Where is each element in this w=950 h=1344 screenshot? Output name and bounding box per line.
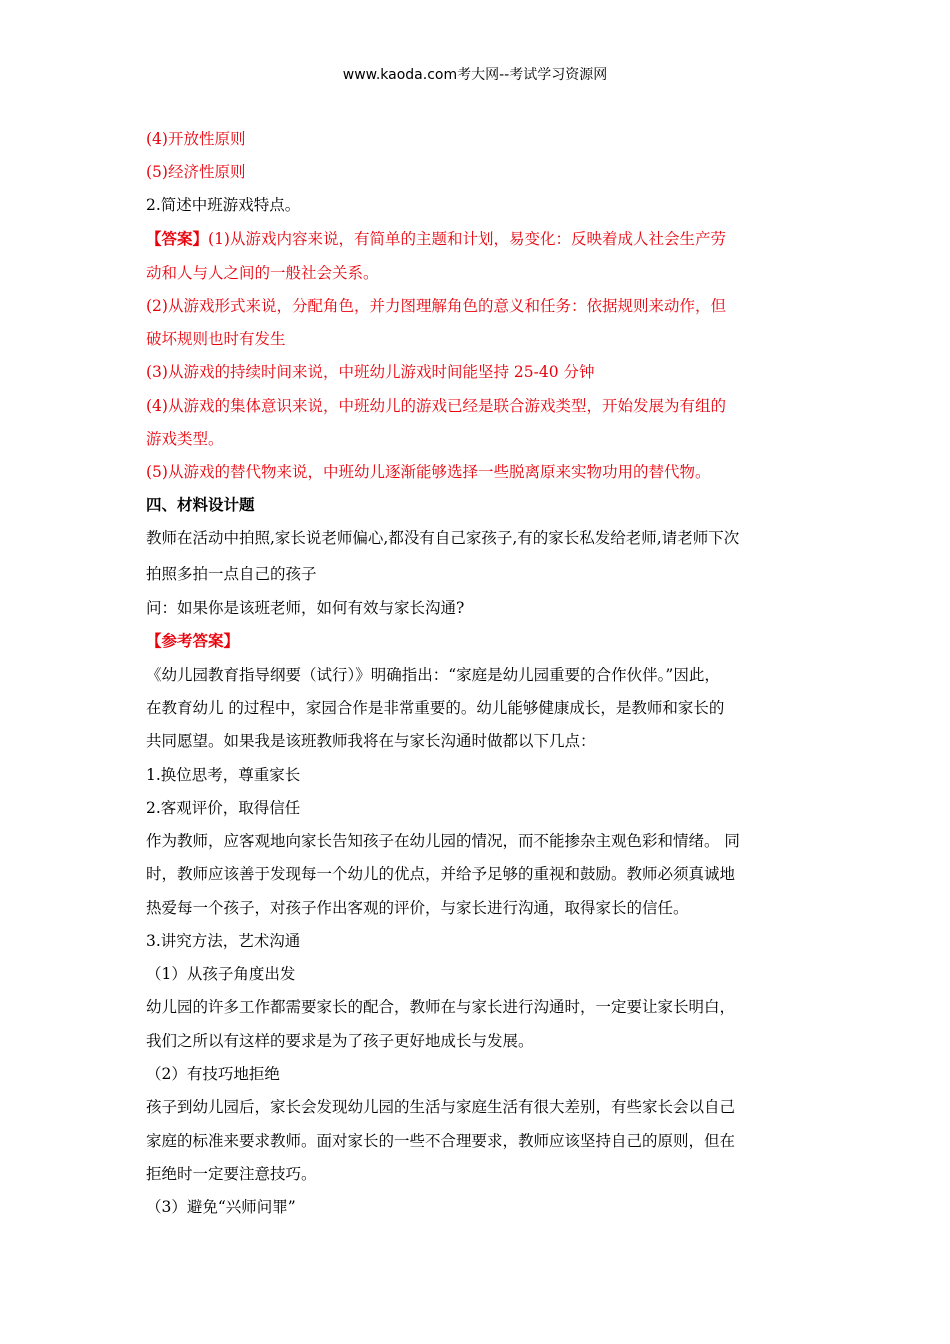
- line-text: 家庭的标准来要求教师。面对家长的一些不合理要求，教师应该坚持自己的原则，但在: [146, 1132, 736, 1150]
- line-text: 拒绝时一定要注意技巧。: [146, 1165, 317, 1183]
- text-line: [146, 797, 300, 819]
- line-text: (4)开放性原则: [146, 130, 246, 148]
- text-line: [146, 764, 300, 786]
- line-text: (3)从游戏的持续时间来说，中班幼儿游戏时间能坚持 25-40 分钟: [146, 363, 595, 381]
- text-line: [146, 228, 726, 250]
- line-text: 游戏类型。: [146, 430, 224, 448]
- page-header: www.kaoda.com考大网--考试学习资源网: [342, 67, 608, 83]
- line-text: 幼儿园的许多工作都需要家长的配合，教师在与家长进行沟通时，一定要让家长明白，: [146, 998, 736, 1016]
- line-text: 问：如果你是该班老师，如何有效与家长沟通?: [146, 599, 465, 617]
- text-line: [146, 262, 379, 284]
- text-line: [146, 830, 740, 852]
- text-line: [146, 361, 595, 383]
- line-text: 《幼儿园教育指导纲要（试行）》明确指出：“家庭是幼儿园重要的合作伙伴。”因此，: [146, 666, 720, 684]
- line-text: 热爱每一个孩子，对孩子作出客观的评价，与家长进行沟通，取得家长的信任。: [146, 899, 689, 917]
- line-text: (5)从游戏的替代物来说，中班幼儿逐渐能够选择一些脱离原来实物功用的替代物。: [146, 463, 711, 481]
- line-text: 2.简述中班游戏特点。: [146, 196, 301, 214]
- line-text: 拍照多拍一点自己的孩子: [146, 565, 317, 583]
- text-line: [146, 295, 726, 317]
- text-line: [146, 563, 317, 585]
- text-line: [146, 395, 726, 417]
- line-text: 动和人与人之间的一般社会关系。: [146, 264, 379, 282]
- line-text: 2.客观评价，取得信任: [146, 799, 301, 817]
- line-text: 共同愿望。如果我是该班教师我将在与家长沟通时做都以下几点：: [146, 732, 596, 750]
- line-text: (1)从游戏内容来说，有简单的主题和计划，易变化：反映着成人社会生产劳: [208, 230, 726, 248]
- text-line: [146, 664, 720, 686]
- text-line: [146, 527, 739, 549]
- text-line: [146, 996, 735, 1018]
- line-text: 在教育幼儿 的过程中，家园合作是非常重要的。幼儿能够健康成长，是教师和家长的: [146, 699, 725, 717]
- line-text: 破坏规则也时有发生: [146, 330, 286, 348]
- text-line: [146, 1130, 735, 1152]
- line-text: 1.换位思考，尊重家长: [146, 766, 301, 784]
- text-line: [146, 897, 689, 919]
- text-line: [146, 697, 724, 719]
- text-line: [146, 161, 245, 183]
- line-text: （2）有技巧地拒绝: [146, 1065, 280, 1083]
- text-line: [146, 1030, 534, 1052]
- text-line: [146, 494, 255, 516]
- text-line: [146, 428, 224, 450]
- text-line: [146, 963, 295, 985]
- text-line: [146, 863, 735, 885]
- line-text: 四、材料设计题: [146, 495, 255, 514]
- line-text: 教师在活动中拍照,家长说老师偏心,都没有自己家孩子,有的家长私发给老师,请老师下次: [146, 529, 740, 547]
- text-line: [146, 597, 464, 619]
- line-text: (2)从游戏形式来说，分配角色，并力图理解角色的意义和任务：依据规则来动作，但: [146, 297, 726, 315]
- text-line: [146, 1063, 280, 1085]
- line-text: 我们之所以有这样的要求是为了孩子更好地成长与发展。: [146, 1032, 534, 1050]
- text-line: [146, 930, 300, 952]
- line-text: 时，教师应该善于发现每一个幼儿的优点，并给予足够的重视和鼓励。教师必须真诚地: [146, 865, 736, 883]
- text-line: [146, 1163, 317, 1185]
- text-line: [146, 128, 245, 150]
- line-text: (4)从游戏的集体意识来说，中班幼儿的游戏已经是联合游戏类型，开始发展为有组的: [146, 397, 726, 415]
- text-line: [146, 1196, 296, 1218]
- line-text: （1）从孩子角度出发: [146, 965, 296, 983]
- line-text: (5)经济性原则: [146, 163, 246, 181]
- answer-label: 【答案】: [146, 229, 209, 248]
- text-line: [146, 194, 300, 216]
- text-line: [146, 461, 710, 483]
- text-line: [146, 1096, 735, 1118]
- line-text: 作为教师，应客观地向家长告知孩子在幼儿园的情况，而不能掺杂主观色彩和情绪。 同: [146, 832, 740, 850]
- line-text: 【参考答案】: [146, 631, 240, 650]
- text-line: [146, 328, 286, 350]
- line-text: 3.讲究方法，艺术沟通: [146, 932, 301, 950]
- line-text: （3）避免“兴师问罪”: [146, 1198, 296, 1216]
- line-text: 孩子到幼儿园后，家长会发现幼儿园的生活与家庭生活有很大差别，有些家长会以自己: [146, 1098, 736, 1116]
- text-line: [146, 730, 596, 752]
- text-line: [146, 630, 239, 652]
